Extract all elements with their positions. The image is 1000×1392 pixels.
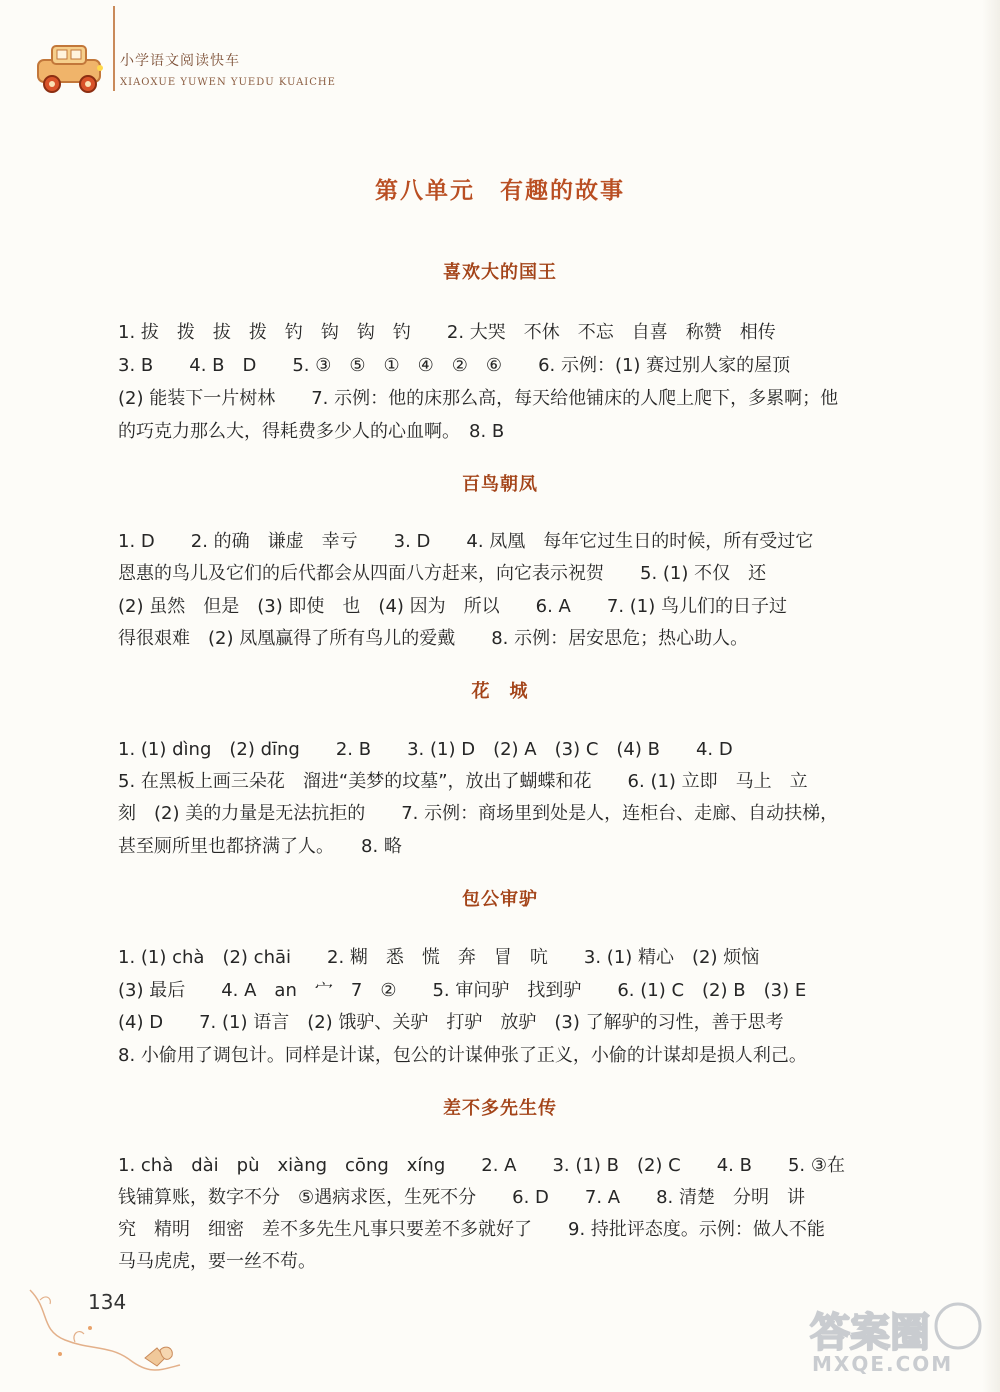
answer-line: (4) D 7. (1) 语言 (2) 饿驴、关驴 打驴 放驴 (3) 了解驴的习性，善于思考 [118,1012,784,1033]
book-title: 小学语文阅读快车 [120,53,240,69]
answer-line: (3) 最后 4. A an 宀 7 ② 5. 审问驴 找到驴 6. (1) C (2) B (3) E [118,980,807,1001]
answer-line: 1. (1) dìng (2) dīng 2. B 3. (1) D (2) A (3) C (4) B 4. D [118,739,733,760]
answer-line: 钱铺算账，数字不分 ⑤遇病求医，生死不分 6. D 7. A 8. 清楚 分明 讲 [118,1187,805,1208]
answer-line: 恩惠的鸟儿及它们的后代都会从四面八方赶来，向它表示祝贺 5. (1) 不仅 还 [118,563,767,584]
page-number: 134 [88,1290,127,1314]
page-header [0,0,420,110]
watermark-logo-text: 答案圈 [810,1310,930,1356]
answer-line: 1. (1) chà (2) chāi 2. 糊 悉 慌 奔 冒 吭 3. (1) 精心 (2) 烦恼 [118,947,760,968]
answer-line: 8. 小偷用了调包计。同样是计谋，包公的计谋伸张了正义，小偷的计谋却是损人利己。 [118,1045,807,1066]
watermark-url: MXQE.COM [812,1352,954,1376]
answer-line: 1. D 2. 的确 谦虚 幸亏 3. D 4. 凤凰 每年它过生日的时候，所有受过它 [118,531,814,552]
answer-line: 3. B 4. B D 5. ③ ⑤ ① ④ ② ⑥ 6. 示例：(1) 赛过别人家的屋顶 [118,355,791,376]
toy-car-icon [30,38,110,98]
answer-line: 甚至厕所里也都挤满了人。 8. 略 [118,836,402,857]
section-title: 差不多先生传 [443,1098,557,1119]
answer-line: (2) 虽然 但是 (3) 即使 也 (4) 因为 所以 6. A 7. (1) 鸟儿们的日子过 [118,596,787,617]
answer-line: 究 精明 细密 差不多先生凡事只要差不多就好了 9. 持批评态度。示例：做人不能 [118,1219,825,1240]
answer-line: 马马虎虎，要一丝不苟。 [118,1251,316,1272]
header-divider [113,6,115,91]
section-title: 百鸟朝凤 [462,474,538,495]
section-title: 喜欢大的国王 [443,262,557,283]
section-title: 花 城 [471,681,529,702]
answer-line: 1. chà dài pù xiàng cōng xíng 2. A 3. (1) B (2) C 4. B 5. ③在 [118,1155,846,1176]
answer-line: (2) 能装下一片树林 7. 示例：他的床那么高，每天给他铺床的人爬上爬下，多累啊；他 [118,388,839,409]
section-title: 包公审驴 [462,889,538,910]
answer-line: 5. 在黑板上画三朵花 溜进“美梦的坟墓”，放出了蝴蝶和花 6. (1) 立即 马上 立 [118,771,808,792]
book-title-pinyin: XIAOXUE YUWEN YUEDU KUAICHE [120,77,336,88]
vine-decoration-icon [20,1270,190,1380]
answer-line: 得很艰难 (2) 凤凰赢得了所有鸟儿的爱戴 8. 示例：居安思危；热心助人。 [118,628,749,649]
answer-line: 的巧克力那么大，得耗费多少人的心血啊。 8. B [118,421,505,442]
unit-title: 第八单元 有趣的故事 [375,178,625,204]
answer-line: 刻 (2) 美的力量是无法抗拒的 7. 示例：商场里到处是人，连柜台、走廊、自动扶梯， [118,803,839,824]
answer-line: 1. 拔 拨 拔 拨 钓 钩 钩 钓 2. 大哭 不休 不忘 自喜 称赞 相传 [118,322,776,343]
